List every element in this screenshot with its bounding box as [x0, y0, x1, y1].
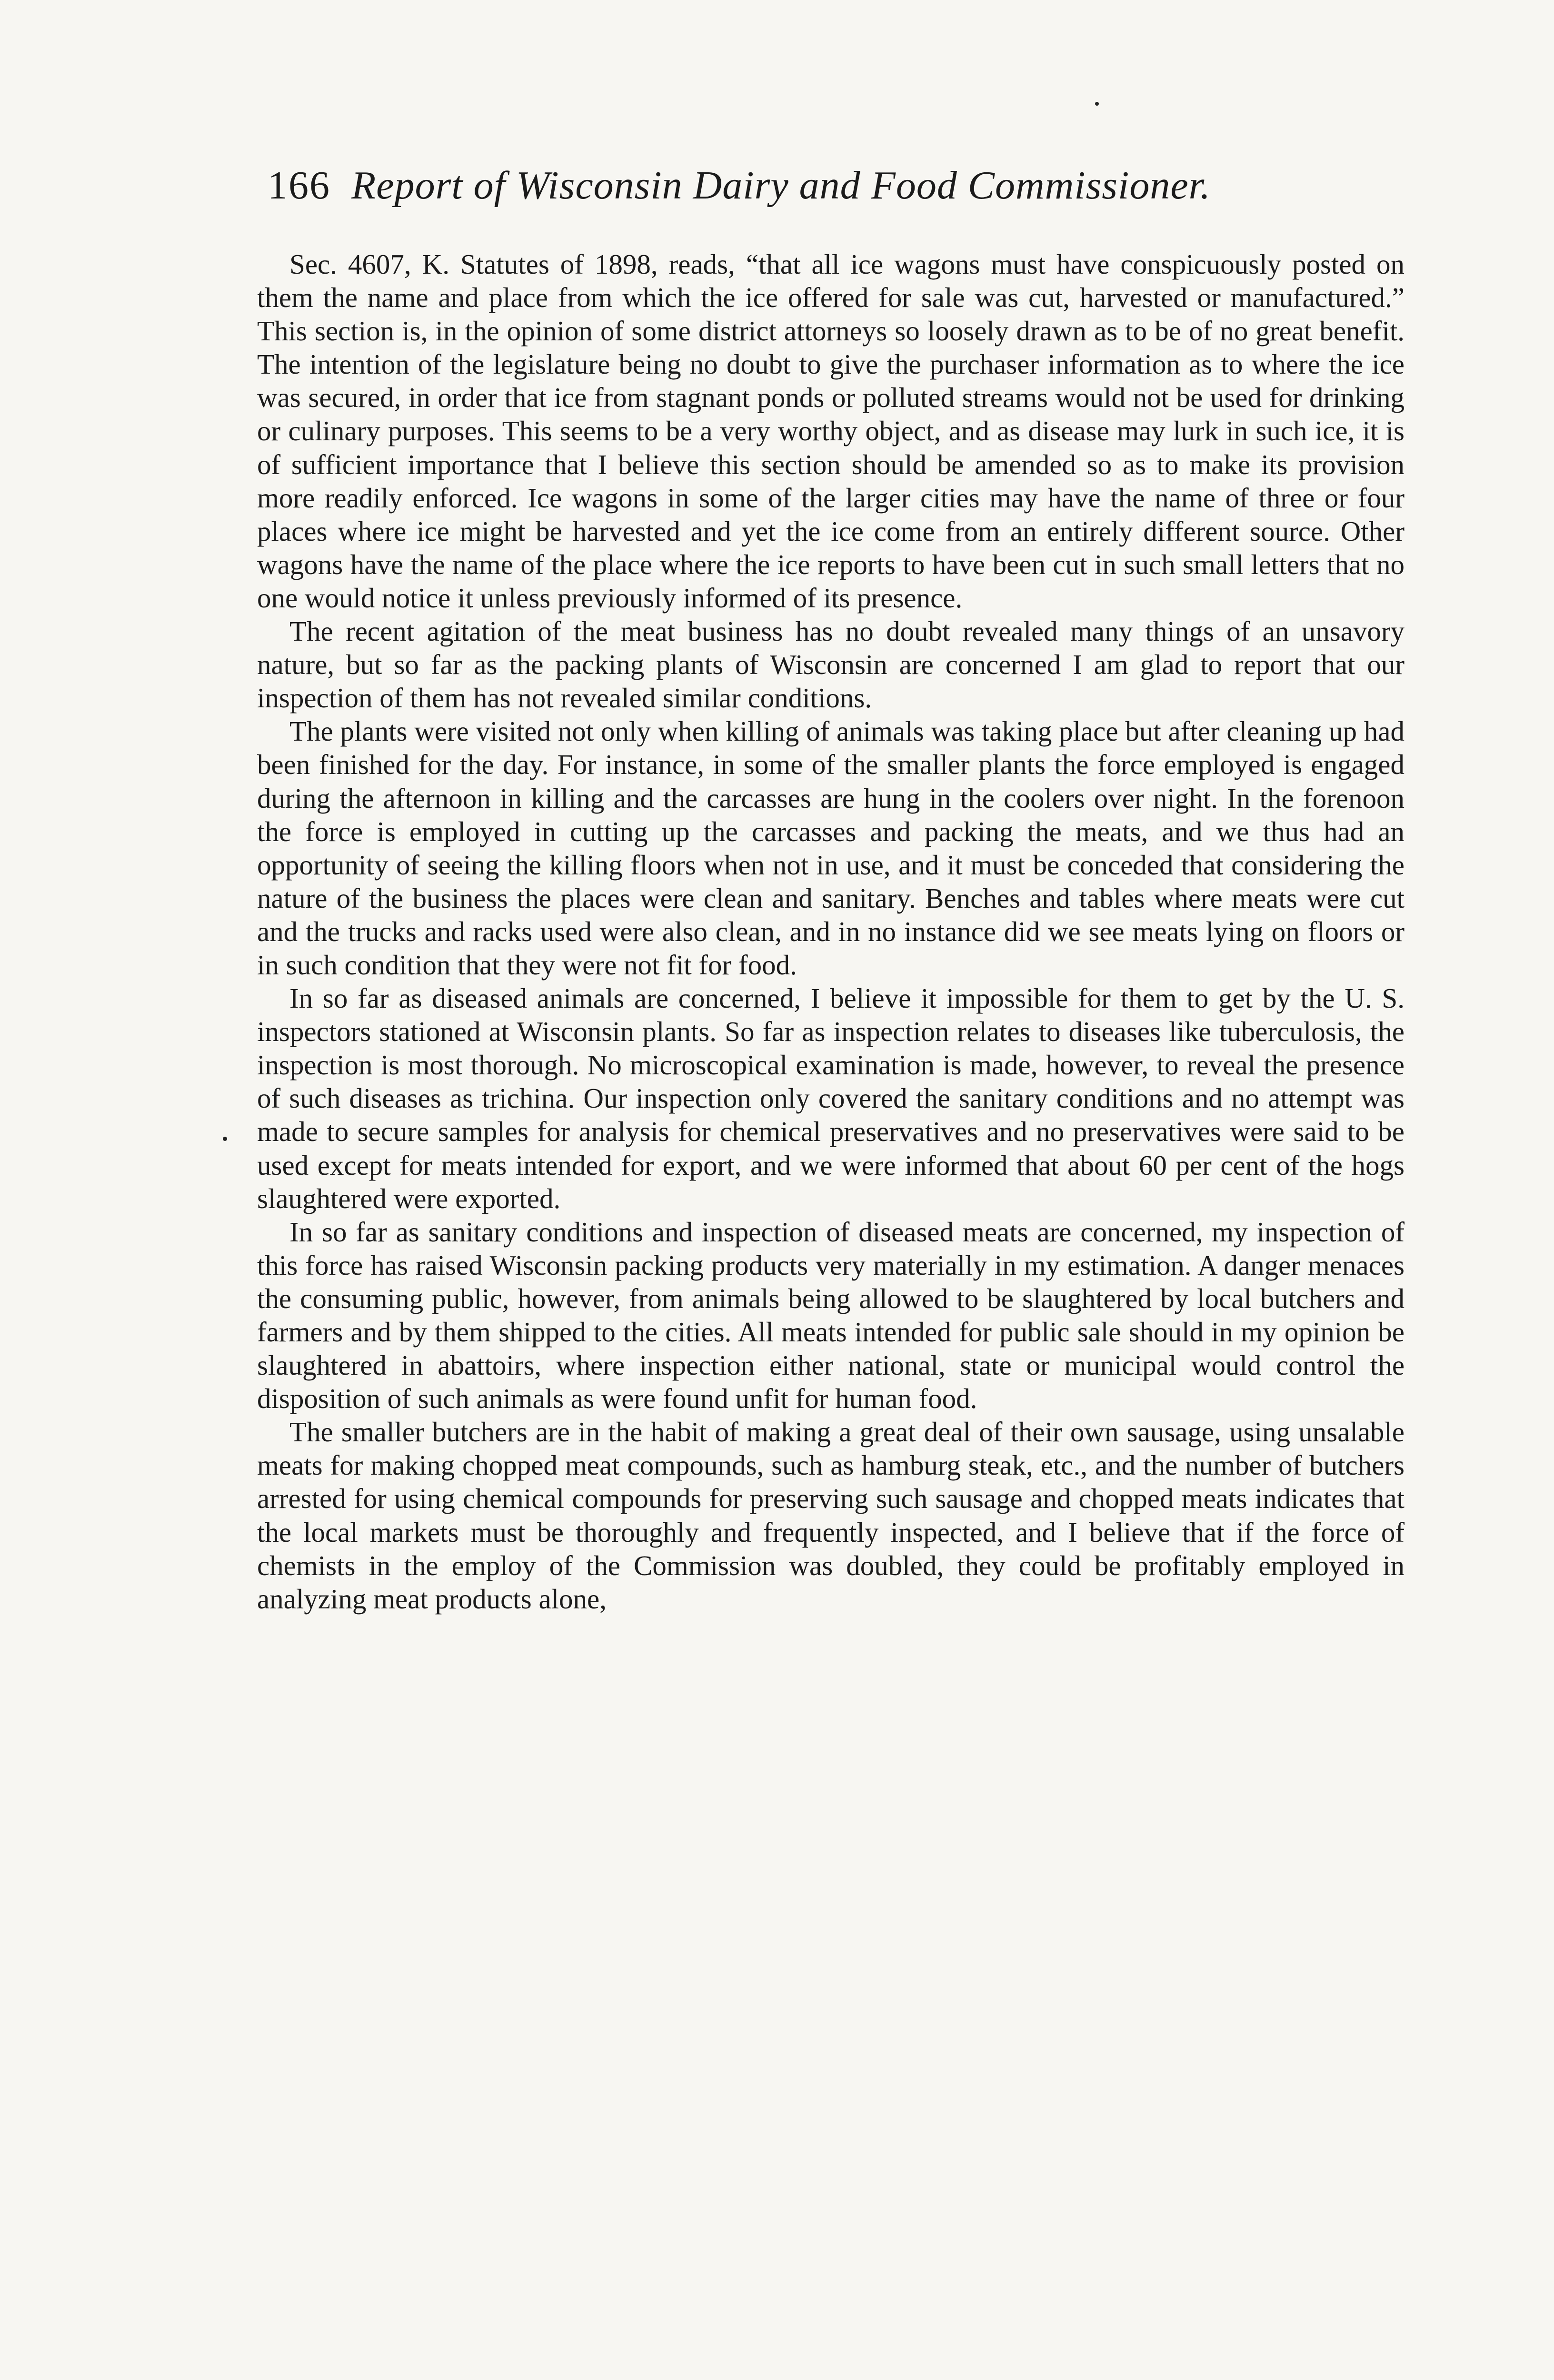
- page-number: 166: [268, 163, 330, 208]
- paragraph-ice-wagons: Sec. 4607, K. Statutes of 1898, reads, “that all ice wagons must have conspicuously posted on them the name and place from which the ice offered for sale was cut, harvested or manufactured.” This section is, in the opinion of some district attorneys so loosely drawn as to be of no great benefit. The intention of the legislature being no doubt to give the purchaser information as to where the ice was secured, in order that ice from stagnant ponds or polluted streams would not be used for drinking or culinary purposes. This seems to be a very worthy object, and as disease may lurk in such ice, it is of sufficient importance that I believe this section should be amended so as to make its provision more readily enforced. Ice wagons in some of the larger cities may have the name of three or four places where ice might be harvested and yet the ice come from an entirely different source. Other wagons have the name of the place where the ice reports to have been cut in such small letters that no one would notice it unless previously informed of its presence.: [257, 248, 1405, 614]
- paragraph-meat-agitation: The recent agitation of the meat business has no doubt revealed many things of an unsavory nature, but so far as the packing plants of Wisconsin are concerned I am glad to report that our inspection of them has not revealed similar conditions.: [257, 615, 1405, 714]
- paragraph-plant-visits: The plants were visited not only when killing of animals was taking place but after cleaning up had been finished for the day. For instance, in some of the smaller plants the force employed is engaged during the afternoon in killing and the carcasses are hung in the coolers over night. In the forenoon the force is employed in cutting up the carcasses and packing the meats, and we thus had an opportunity of seeing the killing floors when not in use, and it must be conceded that considering the nature of the business the places were clean and sanitary. Benches and tables where meats were cut and the trucks and racks used were also clean, and in no instance did we see meats lying on floors or in such condition that they were not fit for food.: [257, 715, 1405, 981]
- ink-speck-top: [1095, 102, 1099, 106]
- running-title: Report of Wisconsin Dairy and Food Commissioner.: [351, 163, 1211, 208]
- ink-speck-margin: [223, 1137, 227, 1141]
- paragraph-sanitary-conditions: In so far as sanitary conditions and inspection of diseased meats are concerned, my inspection of this force has raised Wisconsin packing products very materially in my estimation. A danger menaces the consuming public, however, from animals being allowed to be slaughtered by local butchers and farmers and by them shipped to the cities. All meats intended for public sale should in my opinion be slaughtered in abattoirs, where inspection either national, state or municipal would control the disposition of such animals as were found unfit for human food.: [257, 1216, 1405, 1415]
- page-header: [268, 157, 1401, 214]
- paragraph-diseased-animals: In so far as diseased animals are concerned, I believe it impossible for them to get by the U. S. inspectors stationed at Wisconsin plants. So far as inspection relates to diseases like tuberculosis, the inspection is most thorough. No microscopical examination is made, however, to reveal the presence of such diseases as trichina. Our inspection only covered the sanitary conditions and no attempt was made to secure samples for analysis for chemical preservatives and no preservatives were said to be used except for meats intended for export, and we were informed that about 60 per cent of the hogs slaughtered were exported.: [257, 982, 1405, 1214]
- body-text: [257, 248, 1405, 1616]
- paragraph-smaller-butchers: The smaller butchers are in the habit of making a great deal of their own sausage, using unsalable meats for making chopped meat compounds, such as hamburg steak, etc., and the number of butchers arrested for using chemical compounds for preserving such sausage and chopped meats indicates that the local markets must be thoroughly and frequently inspected, and I believe that if the force of chemists in the employ of the Commission was doubled, they could be profitably employed in analyzing meat products alone,: [257, 1416, 1405, 1615]
